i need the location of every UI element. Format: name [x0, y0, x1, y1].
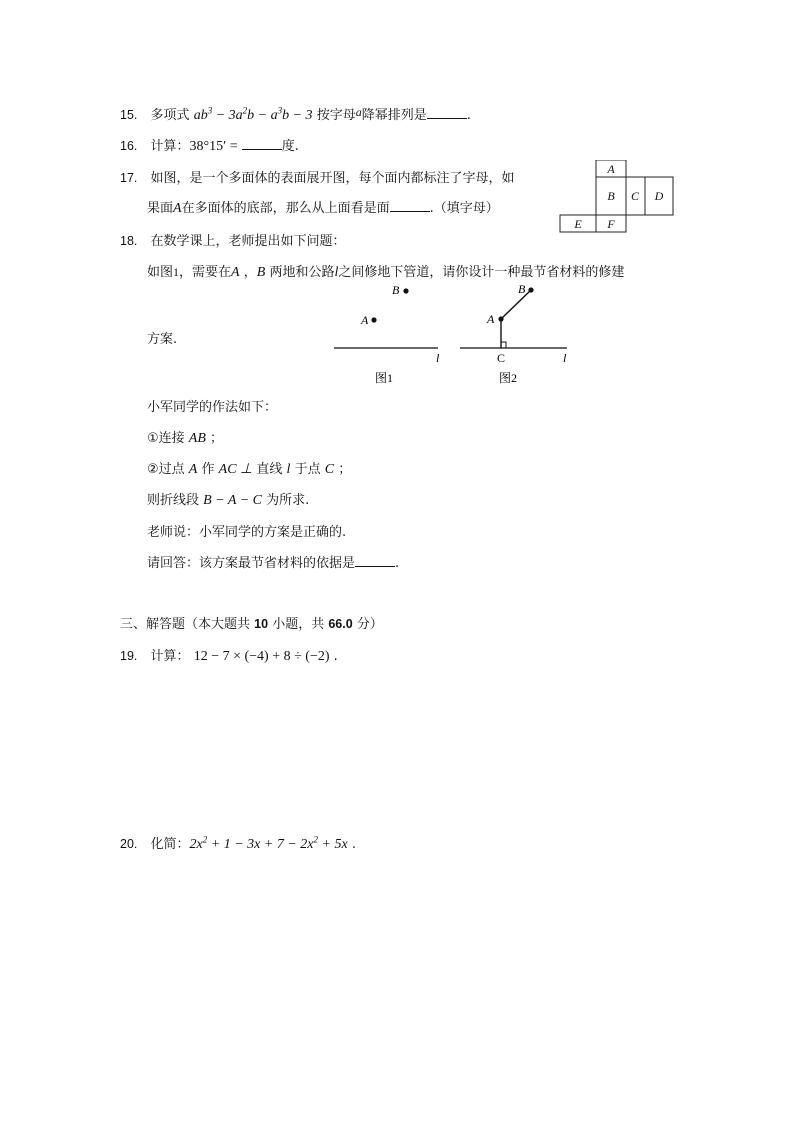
question-intro: 在数学课上，老师提出如下问题：	[150, 234, 346, 249]
net-face-a: A	[607, 162, 615, 176]
net-face-b: B	[607, 189, 615, 203]
step-2	[147, 458, 351, 478]
question-text-prefix: 多项式	[150, 108, 190, 123]
question-prefix: 计算：	[150, 649, 190, 664]
method-heading: 小军同学的作法如下：	[147, 400, 278, 415]
algebraic-expression: $2x^2 + 1 - 3x + 7 - 2x^2 + 5x$	[189, 834, 348, 852]
answer-blank	[242, 137, 282, 150]
question-number: 18.	[120, 234, 138, 248]
text: ①连接	[147, 431, 185, 446]
text: 作	[201, 462, 215, 477]
fig1-point-a: A	[361, 313, 369, 327]
step-1	[147, 427, 223, 447]
figure-2	[460, 282, 567, 385]
fig1-caption: 图1	[375, 371, 394, 385]
question-number: 20.	[120, 837, 138, 851]
period: .	[466, 108, 471, 123]
question-number: 16.	[120, 139, 138, 153]
answer-blank	[390, 199, 430, 212]
text: 小题，共	[272, 617, 325, 632]
polyhedron-net-diagram	[558, 160, 678, 235]
question-number: 17.	[120, 171, 138, 185]
question-15	[120, 104, 471, 124]
period: .	[395, 556, 400, 571]
fig2-point-b: B	[518, 282, 526, 296]
text: .（填字母）	[429, 201, 499, 216]
perpendicular-expression: AC ⊥	[218, 462, 253, 477]
question-19	[120, 645, 338, 665]
question-18-line-1	[147, 261, 624, 281]
polynomial-expression: $ab^3 - 3a^2b - a^3b - 3$	[193, 105, 313, 123]
text: ②过点	[147, 462, 185, 477]
text: 在多面体的底部，那么从上面看是面	[181, 201, 390, 216]
text: 之间修地下管道，请你设计一种最节省材料的修建	[338, 265, 625, 280]
pipeline-figures	[330, 280, 575, 388]
question-20	[120, 833, 356, 853]
period: .	[351, 837, 356, 852]
question-line-1: 如图，是一个多面体的表面展开图，每个面内都标注了字母，如	[150, 171, 515, 186]
point-c: C	[324, 462, 335, 477]
text: ；	[210, 431, 224, 446]
line-l: l	[286, 462, 291, 477]
question-17-line-2	[147, 197, 499, 217]
text: 三、解答题（本大题共	[120, 617, 251, 632]
fig2-line-l: l	[563, 351, 567, 365]
text: ，需要在	[179, 265, 232, 280]
question-18-ask	[147, 552, 399, 571]
answer-blank	[427, 106, 467, 119]
net-face-f: F	[607, 217, 615, 231]
fig2-point-c: C	[497, 351, 506, 365]
period: .	[333, 649, 338, 664]
text: 如图	[147, 265, 174, 280]
face-label-a: A	[173, 201, 182, 216]
question-text-tail: 降幂排列是	[361, 108, 427, 123]
text: 果面	[147, 201, 174, 216]
arithmetic-expression: 12 − 7 × (−4) + 8 ÷ (−2)	[193, 649, 330, 664]
point-a: A	[188, 462, 198, 477]
fig1-point-b: B	[392, 283, 400, 297]
question-18	[120, 230, 346, 249]
road-l-label: l	[334, 265, 339, 280]
question-number: 19.	[120, 649, 138, 663]
section-3-heading	[120, 613, 383, 632]
text: 于点	[294, 462, 321, 477]
segment-ab: AB	[188, 431, 206, 446]
question-text-suffix: 按字母	[316, 108, 356, 123]
text: 则折线段	[147, 493, 200, 508]
text: 请回答：该方案最节省材料的依据是	[147, 556, 356, 571]
answer-blank	[355, 554, 395, 567]
fig1-line-l: l	[436, 351, 440, 365]
net-face-e: E	[574, 217, 582, 231]
polyline-bac: B − A − C	[203, 493, 262, 508]
question-prefix: 化简：	[150, 837, 190, 852]
result-line	[147, 489, 309, 509]
text: ，	[243, 265, 257, 280]
question-text-prefix: 计算：	[150, 139, 190, 154]
question-number: 15.	[120, 108, 138, 122]
teacher-comment: 老师说：小军同学的方案是正确的.	[147, 525, 347, 540]
question-17	[120, 167, 515, 186]
fig2-point-a: A	[487, 312, 495, 326]
figure-1	[334, 283, 440, 385]
text: ；	[338, 462, 352, 477]
text: 直线	[256, 462, 283, 477]
text: 为所求.	[266, 493, 310, 508]
net-face-c: C	[630, 189, 640, 203]
question-16	[120, 135, 299, 155]
question-count: 10	[254, 617, 269, 631]
text: 两地和公路	[269, 265, 335, 280]
figure-number: 1	[173, 265, 180, 279]
point-a-label: A	[231, 265, 240, 280]
total-score: 66.0	[328, 617, 353, 631]
angle-expression: 38°15′ =	[189, 139, 238, 154]
fig2-caption: 图2	[499, 371, 518, 385]
unit-text: 度.	[281, 139, 299, 154]
question-18-line-2: 方案.	[147, 332, 178, 347]
point-b-label: B	[256, 265, 266, 280]
variable-a: a	[355, 105, 362, 119]
text: 分）	[356, 617, 383, 632]
net-face-d: D	[654, 189, 664, 203]
